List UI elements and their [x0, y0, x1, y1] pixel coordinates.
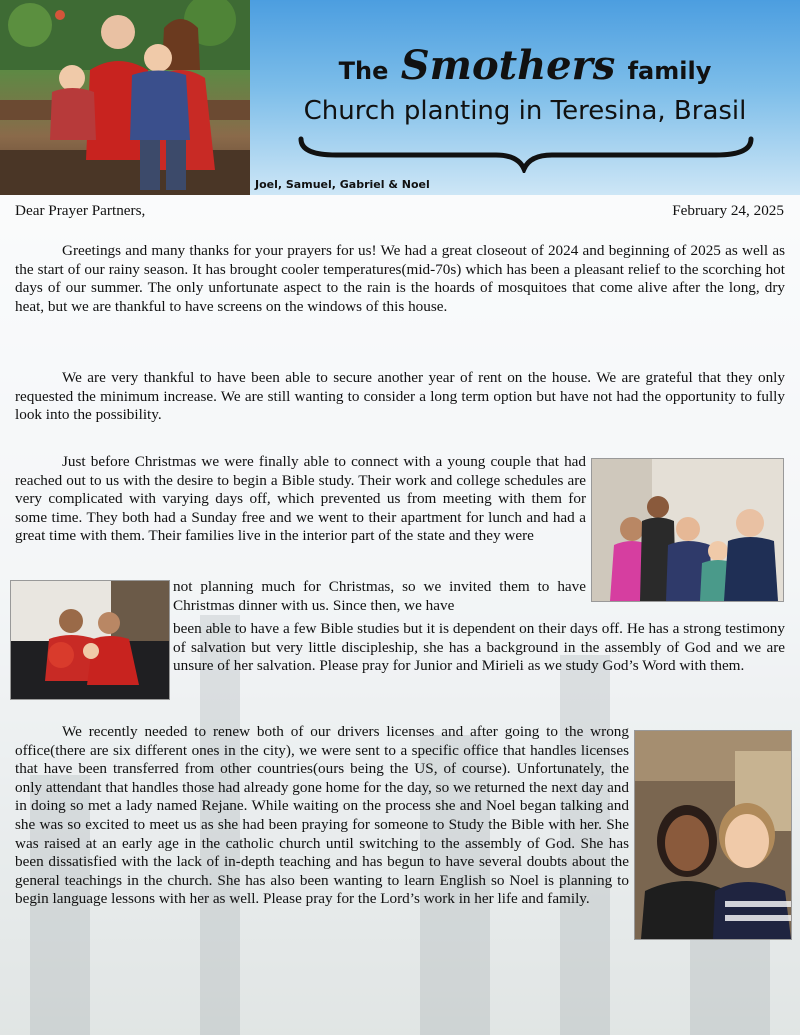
paragraph-4: We recently needed to renew both of our drivers licenses and after going to the wrong office(there are six different ones in the city), we were sent to a specific office that handles licenses that have been transferred from other countries(ours being the US, of course). Unfortunately, the only attendant that handles those had already gone home for the day, so we returned the next day and in doing so met a lady named Rejane. While waiting on the process she and Noel began talking and she was so excited to meet us as she had been praying for someone to Study the Bible with her. She was raised at an early age in the catholic church until switching to the assembly of God. She has been dissatisfied with the lack of in-depth teaching and has begun to have several doubts about the general teachings in the church. She has also been wanting to learn English so Noel is planning to begin language lessons with her as well. Please pray for the Lord’s work in her life and family.: [15, 723, 629, 908]
title-family-name: Smothers: [400, 42, 616, 89]
title-suffix: family: [627, 57, 712, 85]
title-prefix: The: [338, 57, 389, 85]
paragraph-3-part-2: not planning much for Christmas, so we invited them to have Christmas dinner with us. Since then, we have: [173, 578, 586, 614]
letter-date: February 24, 2025: [672, 202, 784, 219]
salutation: Dear Prayer Partners,: [15, 202, 146, 219]
couple-photo: [10, 580, 170, 700]
paragraph-2: We are very thankful to have been able to secure another year of rent on the house. We are grateful that they only requested the minimum increase. We are still wanting to consider a long term option but have not had the opportunity to fully look into the possibility.: [15, 369, 785, 424]
group-photo: [591, 458, 784, 602]
paragraph-3-part-1: Just before Christmas we were finally able to connect with a young couple that had reached out to us with the desire to begin a Bible study. Their work and college schedules are very complicated with varying days off, which prevented us from meeting with them for some time. They both had a Sunday free and we went to their apartment for lunch and had a great time with them. Their families live in the interior part of the state and they were: [15, 453, 586, 545]
photo-caption: Joel, Samuel, Gabriel & Noel: [255, 178, 430, 191]
paragraph-3-part-3: been able to have a few Bible studies but it is dependent on their days off. He has a strong testimony of salvation but very little discipleship, she has a background in the assembly of God and we are unsure of her salvation. Please pray for Junior and Mirieli as we study God’s Word with them.: [173, 620, 785, 675]
paragraph-1: Greetings and many thanks for your prayers for us! We had a great closeout of 2024 and beginning of 2025 as well as the start of our rainy season. It has brought cooler temperatures(mid-70s) which has been a pleasant relief to the scorching hot days of our summer. The only unfortunate aspect to the rain is the hoards of mosquitoes that come alive after the long, dry heat, but we are thankful to have screens on the windows of this house.: [15, 242, 785, 315]
page-subtitle: Church planting in Teresina, Brasil: [303, 96, 747, 126]
selfie-photo: [634, 730, 792, 940]
